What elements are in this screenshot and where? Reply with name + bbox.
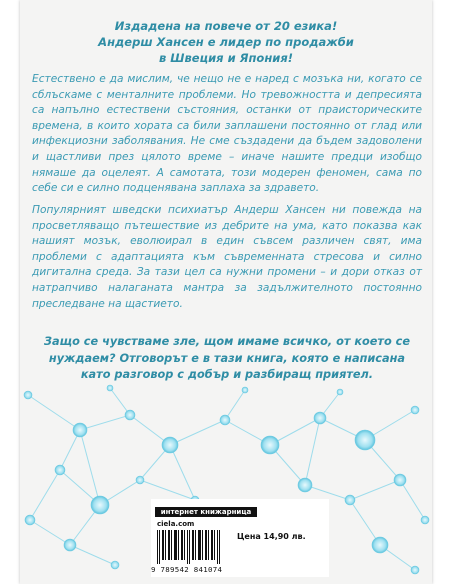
headline-line: Издадена на повече от 20 езика! <box>114 19 338 33</box>
barcode-sticker <box>151 499 329 577</box>
bookstore-site: ciela.com <box>157 520 195 528</box>
description-paragraph: Естествено е да мислим, че нещо не е наред с мозъка ни, когато се сблъскаме с менталните проблеми. Но тревожността и депресията са напълно естествени състояния, останки от праисторическите времена, в които хората са били заплашени постоянно от глад или инфекциозни заболявания. Не сме създадени да бъдем задоволени и щастливи през цялото време – иначе нашите предци изобщо нямаше да оцелеят. А самотата, този модерен феномен, сама по себе си е силно подценявана заплаха за здравето. <box>32 73 422 195</box>
headline-line: в Швеция и Япония! <box>159 51 293 65</box>
teaser-text: Защо се чувстваме зле, щом имаме всичко, от което се нуждаем? Отговорът е в тази книга, която е написана като разговор с добър и разбиращ приятел. <box>43 335 411 381</box>
barcode-icon <box>155 530 225 564</box>
bookstore-promo-label: интернет книжарница <box>155 507 257 517</box>
price-label: Цена 14,90 лв. <box>237 532 306 541</box>
headline-line: Андерш Хансен е лидер по продажби <box>98 35 354 49</box>
book-back-cover <box>20 0 432 584</box>
description-paragraph: Популярният шведски психиатър Андерш Хансен ни повежда на просветляващо пътешествие из дебрите на ума, като показва как нашият мозък, еволюирал в един съвсем различен свят, има проблеми с адаптацията към съвременната стресова и силно дигитална среда. За тази цел са нужни промени – и дори отказ от натрапчиво налаганата мантра за задължителното постоянно преследване на щастието. <box>32 204 422 310</box>
headline <box>30 18 422 66</box>
isbn-number: 9 789542 841074 <box>151 565 223 574</box>
